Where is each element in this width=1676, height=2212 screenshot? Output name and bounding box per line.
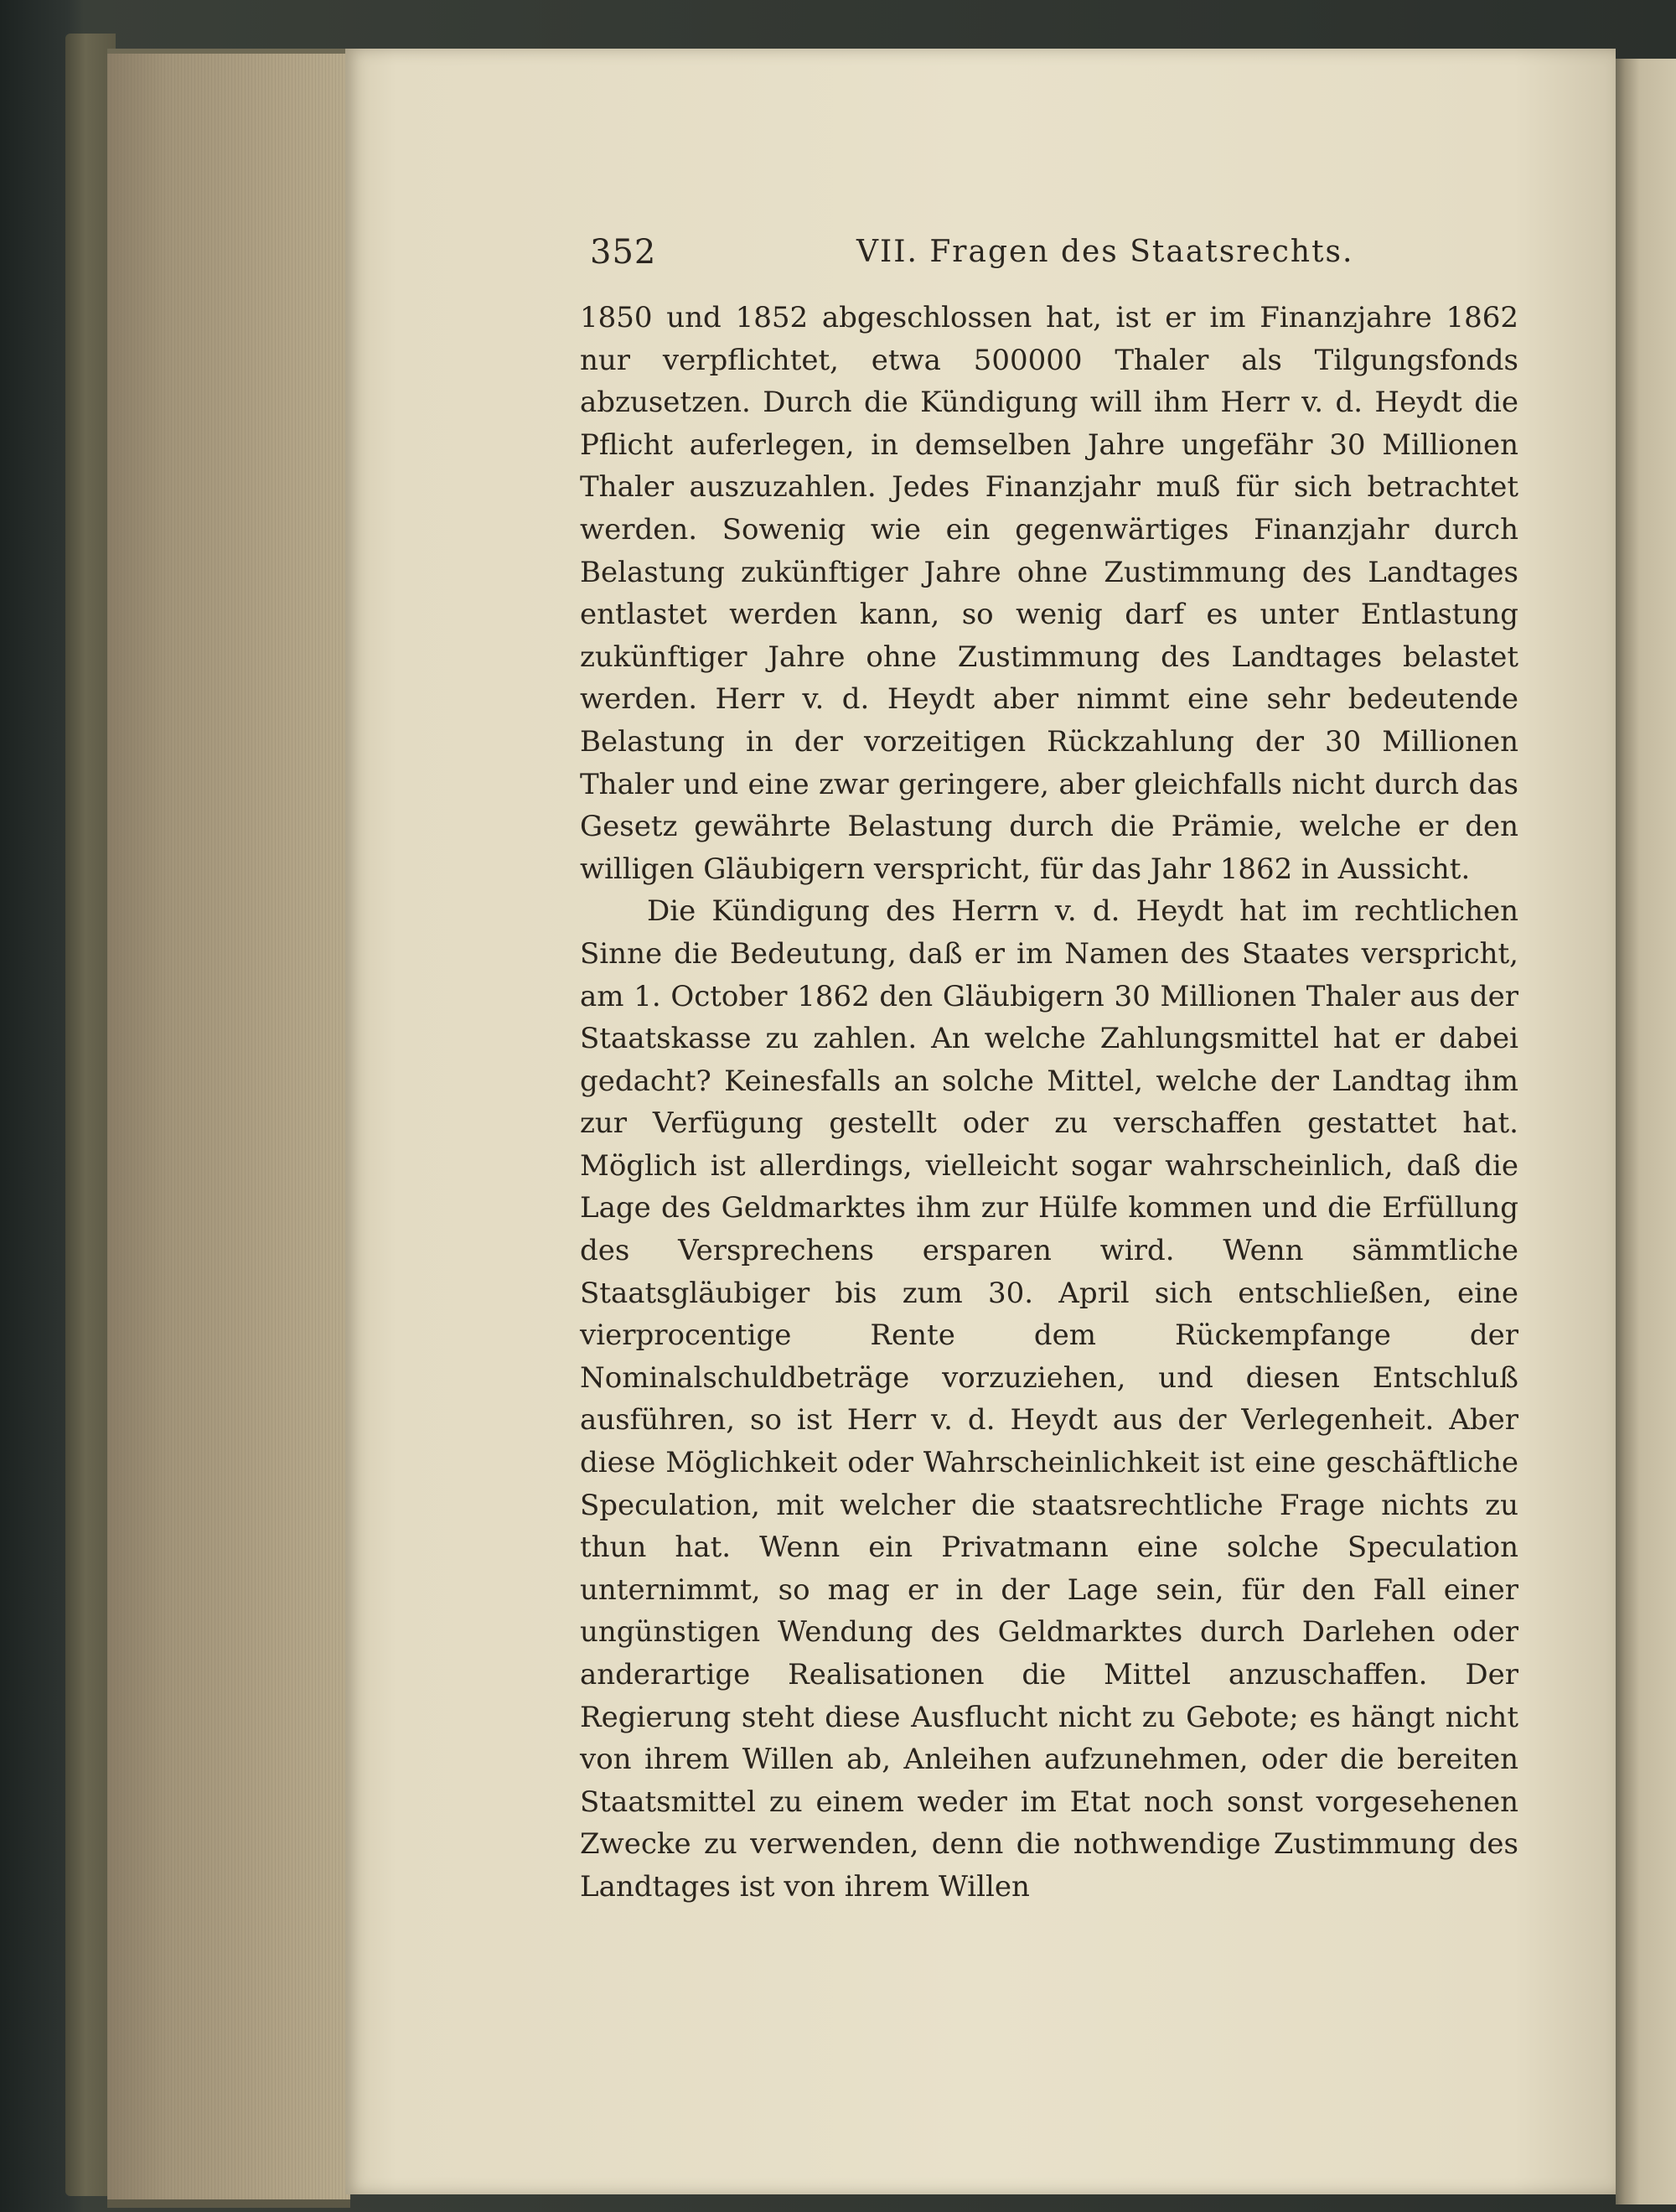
- facing-page-edge: [1616, 59, 1676, 2204]
- page-number: 352: [590, 233, 657, 272]
- chapter-title: VII. Fragen des Staatsrechts.: [856, 235, 1354, 269]
- book-page: [345, 49, 1616, 2194]
- page-edges-stack: [107, 49, 350, 2208]
- paragraph-continued: 1850 und 1852 abgeschlossen hat, ist er im Finanzjahre 1862 nur verpflichtet, etwa 500000 Thaler als Tilgungsfonds abzusetzen. Durch die Kündigung will ihm Herr v. d. Heydt die Pflicht auferlegen, in demselben Jahre ungefähr 30 Millionen Thaler auszuzahlen. Jedes Finanzjahr muß für sich betrachtet werden. Sowenig wie ein gegenwärtiges Finanzjahr durch Belastung zukünftiger Jahre ohne Zustimmung des Landtages entlastet werden kann, so wenig darf es unter Entlastung zukünftiger Jahre ohne Zustimmung des Landtages belastet werden. Herr v. d. Heydt aber nimmt eine sehr bedeutende Belastung in der vorzeitigen Rückzahlung der 30 Millionen Thaler und eine zwar geringere, aber gleichfalls nicht durch das Gesetz gewährte Belastung durch die Prämie, welche er den willigen Gläubigern verspricht, für das Jahr 1862 in Aussicht.: [580, 301, 1518, 886]
- page-body: [580, 297, 1518, 1909]
- paragraph: Die Kündigung des Herrn v. d. Heydt hat im rechtlichen Sinne die Bedeutung, daß er im Namen des Staates verspricht, am 1. October 1862 den Gläubigern 30 Millionen Thaler aus der Staatskasse zu zahlen. An welche Zahlungsmittel hat er dabei gedacht? Keinesfalls an solche Mittel, welche der Landtag ihm zur Verfügung gestellt oder zu verschaffen gestattet hat. Möglich ist allerdings, vielleicht sogar wahrscheinlich, daß die Lage des Geldmarktes ihm zur Hülfe kommen und die Erfüllung des Versprechens ersparen wird. Wenn sämmtliche Staatsgläubiger bis zum 30. April sich entschließen, eine vierprocentige Rente dem Rückempfange der Nominalschuldbeträge vorzuziehen, und diesen Entschluß ausführen, so ist Herr v. d. Heydt aus der Verlegenheit. Aber diese Möglichkeit oder Wahrscheinlichkeit ist eine geschäftliche Speculation, mit welcher die staatsrechtliche Frage nichts zu thun hat. Wenn ein Privatmann eine solche Speculation unternimmt, so mag er in der Lage sein, für den Fall einer ungünstigen Wendung des Geldmarktes durch Darlehen oder anderartige Realisationen die Mittel anzuschaffen. Der Regierung steht diese Ausflucht nicht zu Gebote; es hängt nicht von ihrem Willen ab, Anleihen aufzunehmen, oder die bereiten Staatsmittel zu einem weder im Etat noch sonst vorgesehenen Zwecke zu verwenden, denn die nothwendige Zustimmung des Landtages ist von ihrem Willen: [580, 894, 1518, 1904]
- running-head: [590, 233, 1629, 283]
